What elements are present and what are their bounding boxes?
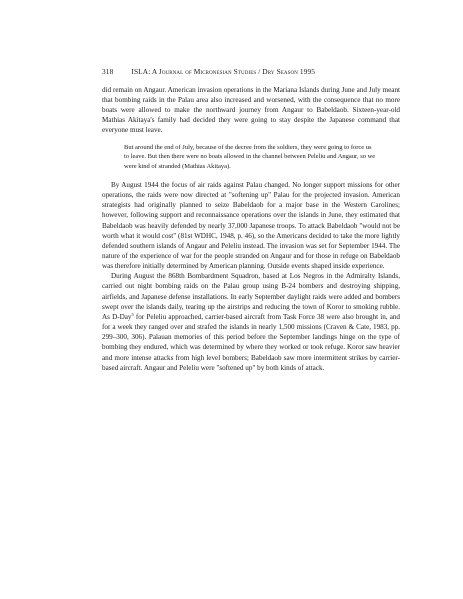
paragraph-3 bbox=[102, 271, 400, 373]
running-header bbox=[102, 67, 400, 76]
paragraph-3-start: During August the 868th Bombardment Squadron, based at Los Negros in the Admiralty Islands, carried out night bombing raids on the Palau group using B-24 bombers and destroying shipping, airfields, and Japanese defense installations. In early September daylight raids were added and bombers swept over the islands daily, tearing up the airstrips and reducing the town of Koror to smoking rubble. As D-Day bbox=[102, 272, 400, 321]
paragraph-2: By August 1944 the focus of air raids against Palau changed. No longer support missions for other operations, the raids were now directed at "softening up" Palau for the projected invasion. American strategists had originally planned to seize Babeldaob for a major base in the Western Carolines; however, following support and reconnaissance operations over the islands in June, they estimated that Babeldaob was heavily defended by nearly 37,000 Japanese troops. To attack Babeldaob "would not be worth what it would cost" (81st WDHC, 1948, p. 46), so the Americans decided to take the more lightly defended southern islands of Angaur and Peleliu instead. The invasion was set for September 1944. The nature of the experience of war for the people stranded on Angaur and for those in refuge on Babeldaob was therefore initially determined by American planning. Outside events shaped inside experience. bbox=[102, 180, 400, 271]
footnote-marker: 5 bbox=[131, 311, 134, 317]
block-quote: But around the end of July, because of the decree from the soldiers, they were going to force us to leave. But then there were no boats allowed in the channel between Peleliu and Angaur, so we were kind of stranded (Mathias Akitaya). bbox=[124, 144, 376, 170]
article-body bbox=[102, 85, 400, 373]
paragraph-3-end: for Peleliu approached, carrier-based aircraft from Task Force 38 were also brought in, and for a week they ranged over and strafed the islands in nearly 1,500 missions (Craven & Cate, 1983, pp. 299–300, 306). Palauan memories of this period before the September landings hinge on the type of bombing they endured, which was determined by where they worked or took refuge. Koror saw heavier and more intense attacks from high level bombers; Babeldaob saw more intermittent strikes by carrier-based aircraft. Angaur and Peleliu were "softened up" by both kinds of attack. bbox=[102, 312, 401, 372]
paragraph-1: did remain on Angaur. American invasion operations in the Mariana Islands during June and July meant that bombing raids in the Palau area also increased and worsened, with the consequence that no more boats were allowed to make the northward journey from Angaur to Babeldaob. Sixteen-year-old Mathias Akitaya's family had decided they were going to stay despite the Japanese command that everyone must leave. bbox=[102, 85, 400, 135]
page-number: 318 bbox=[102, 67, 114, 76]
running-title: ISLA: A Journal of Micronesian Studies / Dry Season 1995 bbox=[131, 67, 316, 76]
